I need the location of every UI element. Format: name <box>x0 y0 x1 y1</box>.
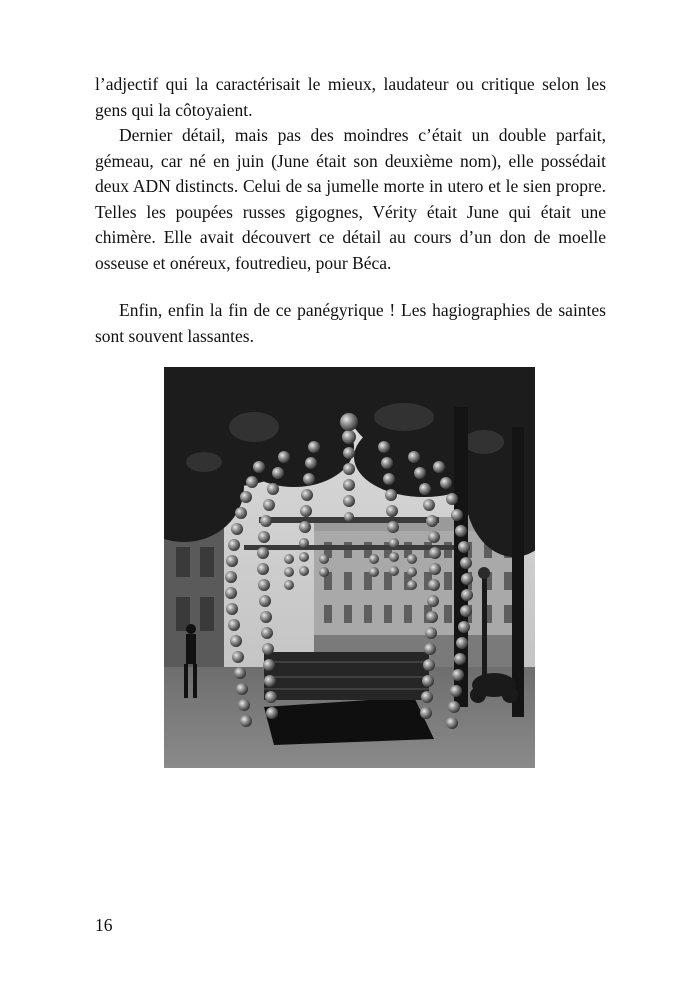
body-text <box>95 72 606 349</box>
photo-metro-entrance <box>164 367 535 768</box>
paragraph-3: Enfin, enfin la fin de ce panégyrique ! Les hagiographies de saintes sont souvent lassantes. <box>95 300 606 346</box>
page-number: 16 <box>95 915 113 935</box>
photo-illustration <box>164 367 535 768</box>
paragraph-2: Dernier détail, mais pas des moindres c’était un double parfait, gémeau, car né en juin (June était son deuxième nom), elle possédait deux ADN distincts. Celui de sa jumelle morte in utero et le sien propre. Telles les poupées russes gigognes, Vérity était June qui était une chimère. Elle avait découvert ce détail au cours d’un don de moelle osseuse et onéreux, foutredieu, pour Béca. <box>95 125 606 273</box>
paragraph-1: l’adjectif qui la caractérisait le mieux, laudateur ou critique selon les gens qui la côtoyaient. <box>95 74 606 120</box>
